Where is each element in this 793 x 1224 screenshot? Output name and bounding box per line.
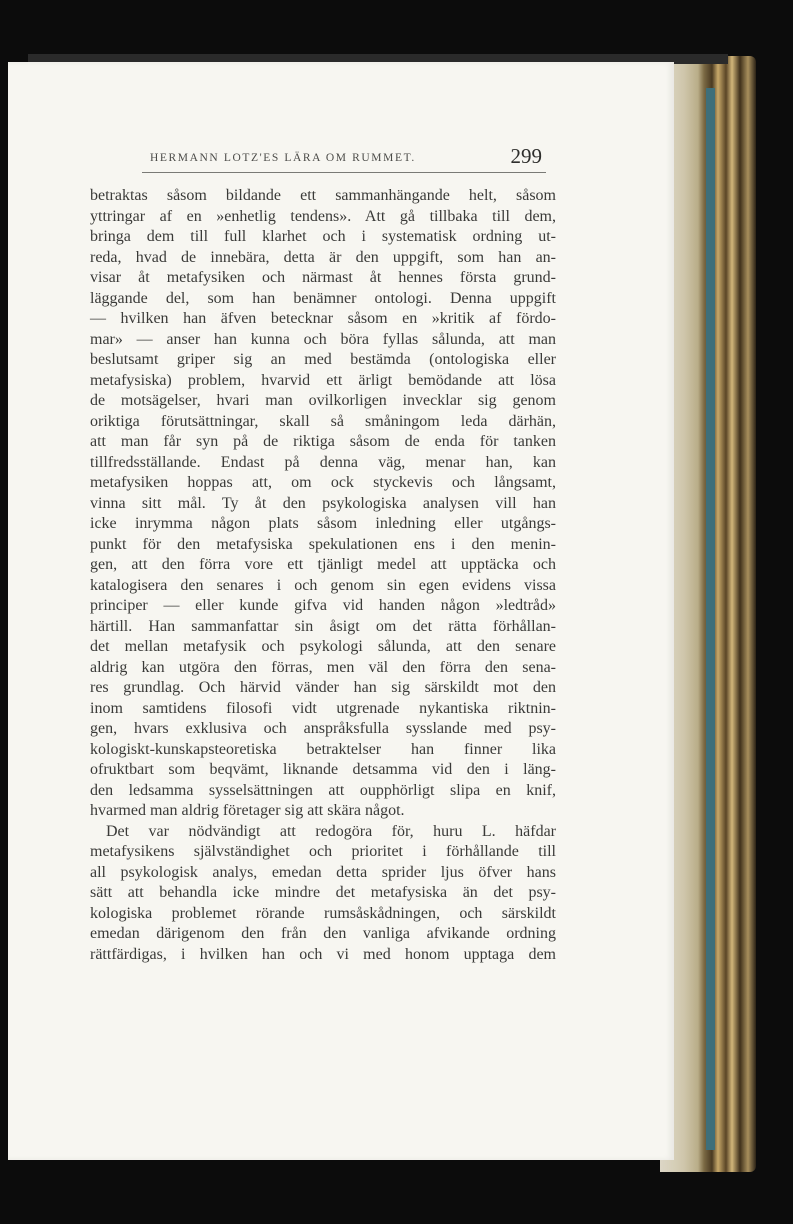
body-text (90, 186, 556, 965)
text-line: gen, att den förra vore ett tjänligt medel att upptäcka och (90, 556, 556, 573)
text-line: rättfärdigas, i hvilken han och vi med honom upptaga dem (90, 945, 556, 963)
text-line: bringa dem till full klarhet och i systematisk ordning ut- (90, 228, 556, 245)
page-edge-stripe (706, 88, 715, 1150)
text-line: Det var nödvändigt att redogöra för, huru L. häfdar (106, 822, 556, 840)
text-line: sätt att behandla icke mindre det metafysiska än det psy- (90, 884, 556, 901)
text-line: kologiskt-kunskapsteoretiska betraktelser han finner lika (90, 740, 556, 758)
text-line: hvarmed man aldrig företager sig att skära något. (90, 802, 405, 819)
text-line: katalogisera den senares i och genom sin egen evidens vissa (90, 576, 556, 594)
text-line: aldrig kan utgöra den förras, men väl den förra den sena- (90, 658, 556, 676)
text-line: metafysiska) problem, hvarvid ett ärligt bemödande att lösa (90, 371, 556, 389)
text-line: metafysiken hoppas att, om ock styckevis och långsamt, (90, 474, 556, 491)
text-line: gen, hvars exklusiva och anspråksfulla sysslande med psy- (90, 720, 556, 737)
text-line: inom samtidens filosofi vidt utgrenade nykantiska riktnin- (90, 699, 556, 717)
text-line: tillfredsställande. Endast på denna väg, menar han, kan (90, 453, 556, 471)
text-line: principer — eller kunde gifva vid handen någon »ledtråd» (90, 597, 556, 614)
text-line: res grundlag. Och härvid vänder han sig särskildt mot den (90, 679, 556, 696)
text-line: ofruktbart som beqvämt, liknande detsamma vid den i läng- (90, 761, 556, 778)
running-title: HERMANN LOTZ'ES LÄRA OM RUMMET. (150, 152, 416, 164)
text-line: de motsägelser, hvari man ovilkorligen invecklar sig genom (90, 392, 556, 409)
text-line: kologiska problemet rörande rumsåskådningen, och särskildt (90, 904, 556, 922)
text-line: punkt för den metafysiska spekulationen ens i den menin- (90, 535, 556, 553)
text-line: reda, hvad de innebära, detta är den uppgift, som han an- (90, 248, 556, 266)
running-head (142, 144, 546, 173)
text-line: visar åt metafysiken och närmast åt hennes första grund- (90, 269, 556, 286)
text-line: den ledsamma sysselsättningen att oupphörligt slipa en knif, (90, 781, 556, 799)
text-line: yttringar af en »enhetlig tendens». Att gå tillbaka till dem, (90, 207, 556, 225)
text-line: icke inrymma någon plats såsom inledning eller utgångs- (90, 515, 556, 532)
text-line: betraktas såsom bildande ett sammanhängande helt, såsom (90, 187, 556, 204)
text-line: metafysikens självständighet och prioritet i förhållande till (90, 843, 556, 860)
text-line: vinna sitt mål. Ty åt den psykologiska analysen vill han (90, 494, 556, 512)
text-line: läggande del, som han benämner ontologi. Denna uppgift (90, 289, 556, 307)
page-number: 299 (510, 144, 542, 168)
text-line: beslutsamt griper sig an med bestämda (ontologiska eller (90, 351, 556, 368)
text-line: — hvilken han äfven betecknar såsom en »kritik af fördo- (90, 310, 556, 327)
text-line: att man får syn på de riktiga såsom de enda för tanken (90, 433, 556, 450)
text-line: härtill. Han sammanfattar sin åsigt om det rätta förhållan- (90, 617, 556, 635)
text-line: oriktiga förutsättningar, skall så småningom leda därhän, (90, 412, 556, 430)
text-line: emedan därigenom den från den vanliga afvikande ordning (90, 925, 556, 942)
text-line: mar» — anser han kunna och böra fyllas sålunda, att man (90, 330, 556, 348)
text-line: det mellan metafysik och psykologi sålunda, att den senare (90, 638, 556, 655)
text-line: all psykologisk analys, emedan detta sprider ljus öfver hans (90, 863, 556, 881)
